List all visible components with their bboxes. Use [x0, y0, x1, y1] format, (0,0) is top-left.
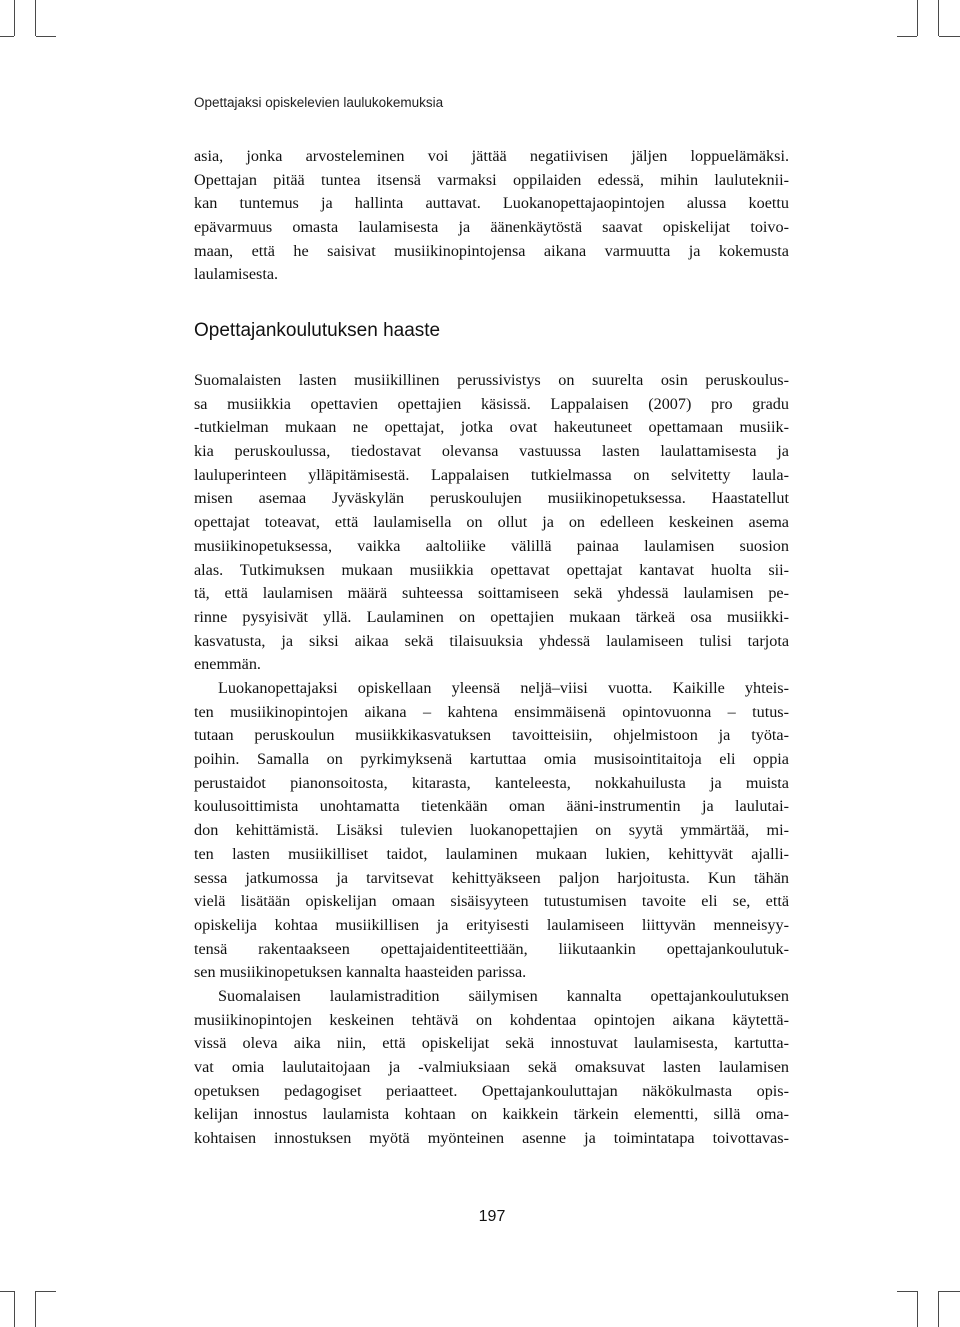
text-line: opiskelija kohtaa musiikillisen ja erityisesti laulamiseen liittyvän menneisyy-: [194, 915, 789, 934]
text-line: tutaan peruskoulun musiikkikasvatuksen tavoitteisiin, ohjelmistoon ja työta-: [194, 726, 789, 745]
text-line: maan, että he saisivat musiikinopintojensa aikana varmuutta ja kokemusta: [194, 241, 789, 260]
text-line: kan tuntemus ja hallinta auttavat. Luokanopettajaopintojen alussa koettu: [194, 194, 789, 213]
text-line: musiikinopetuksessa, vaikka aaltoliike välillä painaa laulamisen suosion: [194, 536, 789, 555]
crop-mark-bottom-left-horizontal: [0, 1291, 14, 1292]
paragraph-3: [194, 985, 789, 1151]
text-line: tensä rakentaakseen opettajaidentiteettiään, liikutaankin opettajankoulutuk-: [194, 939, 789, 958]
text-line: enemmän.: [194, 655, 261, 674]
text-line: Suomalaisten lasten musiikillinen perussivistys on suurelta osin peruskoulus-: [194, 371, 789, 389]
text-line: sessa jatkumossa ja tarvitsevat kehittyäkseen paljon harjoitusta. Kun tähän: [194, 868, 789, 887]
crop-mark-bottom-left-horizontal-2: [36, 1291, 56, 1292]
crop-mark-bottom-right-horizontal: [897, 1291, 917, 1292]
text-line: lauluperinteen ylläpitämisestä. Lappalaisen tutkielmassa on selvitetty laula-: [194, 465, 789, 484]
running-head: Opettajaksi opiskelevien laulukokemuksia: [194, 95, 444, 110]
text-line: ten lasten musiikilliset taidot, laulaminen mukaan lukien, kehittyvät ajalli-: [194, 844, 789, 863]
text-line: vissä oleva aika niin, että opiskelijat sekä innostuvat laulamisesta, kartutta-: [194, 1034, 789, 1053]
text-line: opetuksen pedagogiset periaatteet. Opettajankouluttajan näkökulmasta opis-: [194, 1081, 789, 1100]
text-line: -tutkielman mukaan ne opettajat, jotka ovat hakeutuneet opettamaan musiik-: [194, 418, 789, 437]
text-line: epävarmuus omasta laulamisesta ja äänenkäytöstä saavat opiskelijat toivo-: [194, 218, 789, 237]
section-heading: Opettajankoulutuksen haaste: [194, 320, 441, 341]
text-line: Luokanopettajaksi opiskellaan yleensä neljä–viisi vuotta. Kaikille yhteis-: [218, 679, 789, 697]
text-line: asia, jonka arvosteleminen voi jättää negatiivisen jäljen loppuelämäksi.: [194, 147, 789, 165]
text-line: Opettajan pitää tuntea itsensä varmaksi oppilaiden edessä, mihin lauluteknii-: [194, 170, 789, 189]
paragraph-2: [194, 677, 789, 985]
text-line: vielä lisätään opiskelijan omaan sisäisyyteen tutustumisen tavoite eli se, että: [194, 892, 789, 911]
text-line: sen musiikinopetuksen kannalta haasteiden parissa.: [194, 963, 527, 982]
text-line: don kehittämistä. Lisäksi tulevien luokanopettajien on syytä ymmärtää, mi-: [194, 821, 789, 840]
crop-mark-bottom-right-horizontal-2: [939, 1291, 960, 1292]
text-line: koulusoittimista unohtamatta tietenkään oman ääni-instrumentin ja laulutai-: [194, 797, 789, 816]
crop-mark-top-left-vertical: [14, 0, 15, 36]
crop-mark-bottom-left-vertical-2: [35, 1291, 36, 1327]
text-line: poihin. Samalla on pyrkimyksenä kartuttaa omia musisointitaitoja eli oppia: [194, 750, 789, 769]
text-line: misen asemaa Jyväskylän peruskoulujen musiikinopetuksessa. Haastatellut: [194, 489, 789, 508]
crop-mark-top-right-horizontal-2: [939, 36, 960, 37]
text-line: kelijan innostus laulamista kohtaan on kaikkein tärkein elementti, sillä oma-: [194, 1105, 789, 1124]
text-line: vat omia laulutaitojaan ja -valmiuksiaan sekä omaksuvat lasten laulamisen: [194, 1058, 789, 1077]
crop-mark-top-left-vertical-2: [35, 0, 36, 36]
crop-mark-top-right-vertical-2: [938, 0, 939, 36]
crop-mark-top-right-horizontal: [897, 36, 917, 37]
page-number: 197: [478, 1208, 506, 1225]
text-line: laulamisesta.: [194, 265, 279, 284]
crop-mark-bottom-right-vertical: [917, 1291, 918, 1327]
crop-mark-top-left-horizontal: [0, 36, 14, 37]
paragraph-intro: [194, 145, 789, 287]
text-line: kohtaisen innostuksen myötä myönteinen asenne ja toimintatapa toivottavas-: [194, 1129, 789, 1148]
crop-mark-top-right-vertical: [917, 0, 918, 36]
paragraph-1: [194, 369, 789, 677]
text-line: tä, että laulamisen määrä suhteessa soittamiseen sekä yhdessä laulamisen pe-: [194, 584, 789, 603]
text-line: kasvatusta, ja siksi aikaa sekä tilaisuuksia yhdessä laulamiseen tulisi tarjota: [194, 631, 789, 650]
text-line: ten musiikinopintojen aikana – kahtena ensimmäisenä opintovuonna – tutus-: [194, 702, 789, 721]
crop-mark-bottom-left-vertical: [14, 1291, 15, 1327]
text-line: rinne pysyisivät yllä. Laulaminen on opettajien mukaan tärkeä osa musiikki-: [194, 607, 789, 626]
text-line: opettajat toteavat, että laulamisella on ollut ja on edelleen keskeinen asema: [194, 513, 789, 532]
text-line: kia peruskoulussa, tiedostavat olevansa vastuussa lasten laulattamisesta ja: [194, 442, 789, 461]
text-line: musiikinopintojen keskeinen tehtävä on kohdentaa opintojen aikana käytettä-: [194, 1010, 789, 1029]
crop-mark-bottom-right-vertical-2: [938, 1291, 939, 1327]
text-line: alas. Tutkimuksen mukaan musiikkia opettavat opettajat kantavat huolta sii-: [194, 560, 789, 579]
text-line: Suomalaisen laulamistradition säilymisen kannalta opettajankoulutuksen: [218, 987, 789, 1005]
crop-mark-top-left-horizontal-2: [36, 36, 56, 37]
text-line: perustaidot pianonsoitosta, kitarasta, kanteleesta, nokkahuilusta ja muista: [194, 773, 789, 792]
text-line: sa musiikkia opettavien opettajien käsissä. Lappalaisen (2007) pro gradu: [194, 394, 789, 413]
